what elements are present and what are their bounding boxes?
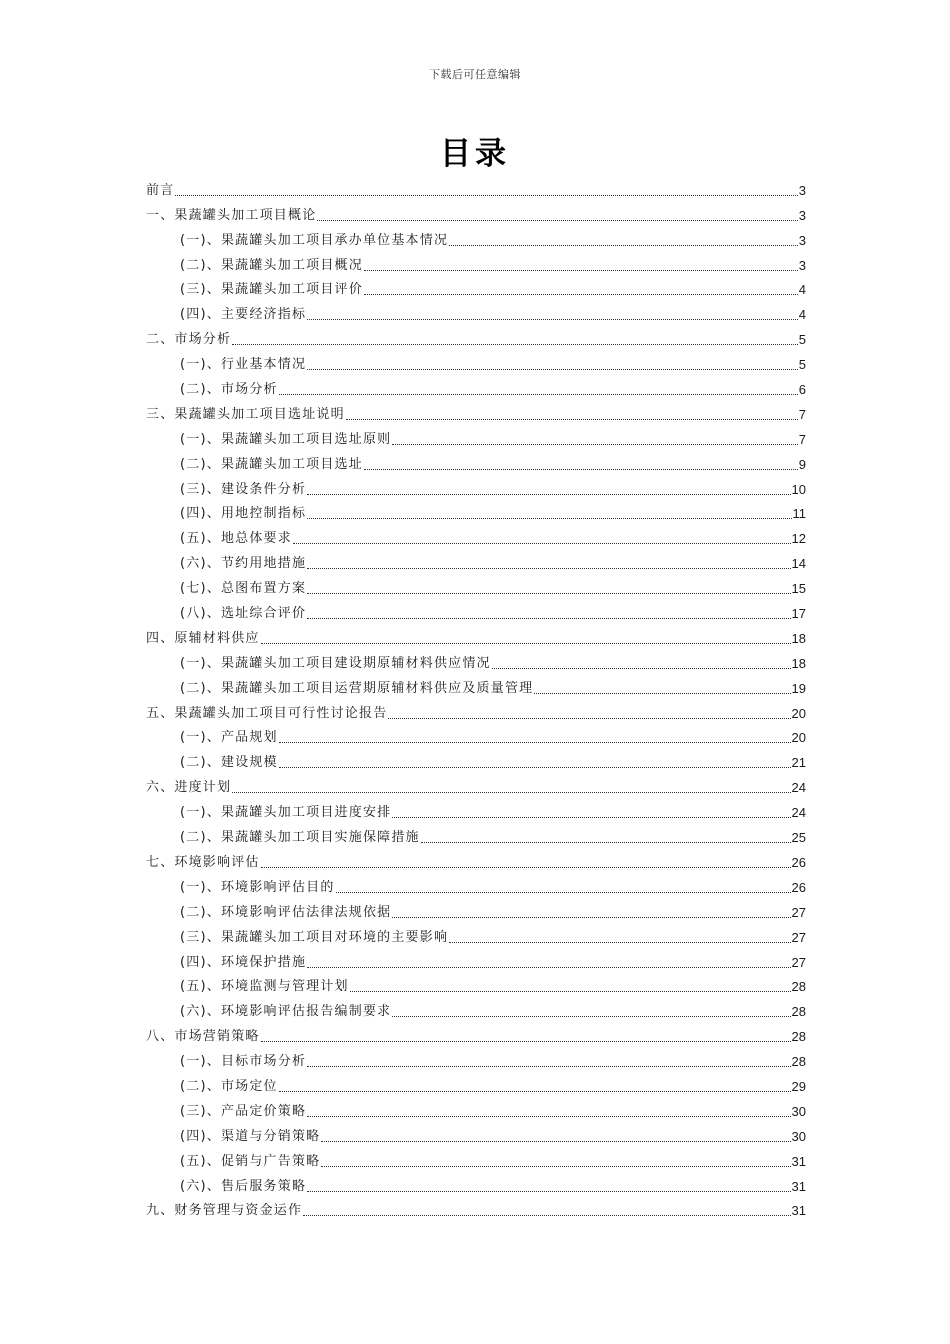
- toc-entry[interactable]: [146, 847, 806, 872]
- toc-entry-page: 4: [798, 282, 806, 298]
- toc-entry-label: (二)、果蔬罐头加工项目运营期原辅材料供应及质量管理: [180, 680, 534, 696]
- toc-entry[interactable]: [146, 972, 806, 997]
- toc-entry[interactable]: [146, 299, 806, 324]
- toc-entry-label: 九、财务管理与资金运作: [146, 1203, 303, 1219]
- toc-entry[interactable]: [146, 1021, 806, 1046]
- toc-entry[interactable]: [146, 598, 806, 623]
- toc-entry-label: 前言: [146, 182, 175, 198]
- toc-entry-page: 28: [791, 1054, 806, 1070]
- toc-entry-label: 七、环境影响评估: [146, 854, 260, 870]
- toc-entry[interactable]: [146, 1046, 806, 1071]
- toc-entry[interactable]: [146, 772, 806, 797]
- toc-entry-page: 31: [791, 1153, 806, 1169]
- toc-entry-label: (四)、环境保护措施: [180, 954, 307, 970]
- toc-dot-leader: [307, 568, 790, 569]
- toc-entry-label: (二)、市场定位: [180, 1078, 278, 1094]
- toc-dot-leader: [232, 344, 798, 345]
- toc-entry[interactable]: [146, 922, 806, 947]
- toc-entry-label: (一)、行业基本情况: [180, 357, 307, 373]
- toc-entry-label: (二)、市场分析: [180, 382, 278, 398]
- toc-entry-label: (五)、地总体要求: [180, 531, 292, 547]
- toc-dot-leader: [392, 917, 790, 918]
- toc-dot-leader: [388, 718, 790, 719]
- toc-entry-page: 9: [798, 456, 806, 472]
- toc-entry-page: 5: [798, 332, 806, 348]
- toc-entry-label: (三)、果蔬罐头加工项目对环境的主要影响: [180, 929, 449, 945]
- toc-entry-label: (一)、果蔬罐头加工项目承办单位基本情况: [180, 232, 449, 248]
- toc-entry-page: 28: [791, 1029, 806, 1045]
- toc-dot-leader: [279, 742, 791, 743]
- toc-entry-label: 五、果蔬罐头加工项目可行性讨论报告: [146, 705, 388, 721]
- toc-dot-leader: [307, 618, 790, 619]
- toc-entry-page: 31: [791, 1203, 806, 1219]
- toc-entry-label: (四)、主要经济指标: [180, 307, 307, 323]
- toc-dot-leader: [350, 991, 791, 992]
- toc-entry-label: (五)、促销与广告策略: [180, 1153, 321, 1169]
- header-note: 下载后可任意编辑: [429, 68, 521, 81]
- toc-entry-page: 26: [791, 854, 806, 870]
- toc-dot-leader: [317, 220, 797, 221]
- toc-entry-label: 二、市场分析: [146, 332, 232, 348]
- toc-entry[interactable]: [146, 250, 806, 275]
- toc-entry-label: (四)、用地控制指标: [180, 506, 307, 522]
- toc-dot-leader: [449, 942, 790, 943]
- toc-entry-page: 15: [791, 581, 806, 597]
- toc-entry-label: (八)、选址综合评价: [180, 606, 307, 622]
- toc-entry[interactable]: [146, 1196, 806, 1221]
- toc-entry-label: (二)、果蔬罐头加工项目选址: [180, 456, 363, 472]
- toc-dot-leader: [392, 1016, 790, 1017]
- toc-dot-leader: [321, 1166, 790, 1167]
- toc-entry-page: 29: [791, 1078, 806, 1094]
- toc-dot-leader: [261, 867, 791, 868]
- toc-dot-leader: [492, 668, 791, 669]
- toc-entry-label: (六)、环境影响评估报告编制要求: [180, 1004, 392, 1020]
- toc-entry[interactable]: [146, 747, 806, 772]
- toc-entry[interactable]: [146, 673, 806, 698]
- toc-dot-leader: [392, 444, 797, 445]
- toc-entry-page: 7: [798, 406, 806, 422]
- toc-dot-leader: [421, 842, 791, 843]
- toc-dot-leader: [279, 767, 791, 768]
- toc-entry-label: (三)、果蔬罐头加工项目评价: [180, 282, 363, 298]
- toc-entry-page: 30: [791, 1103, 806, 1119]
- toc-entry-label: (四)、渠道与分销策略: [180, 1128, 321, 1144]
- toc-dot-leader: [307, 369, 798, 370]
- toc-dot-leader: [534, 693, 790, 694]
- toc-entry[interactable]: [146, 349, 806, 374]
- toc-entry[interactable]: [146, 996, 806, 1021]
- toc-entry-page: 25: [791, 830, 806, 846]
- toc-dot-leader: [261, 643, 791, 644]
- toc-entry-page: 28: [791, 979, 806, 995]
- toc-entry[interactable]: [146, 175, 806, 200]
- toc-entry-page: 11: [792, 506, 806, 522]
- toc-dot-leader: [321, 1141, 790, 1142]
- toc-entry[interactable]: [146, 623, 806, 648]
- toc-entry-page: 18: [791, 630, 806, 646]
- toc-entry-page: 28: [791, 1004, 806, 1020]
- page-title: 目录: [440, 136, 510, 172]
- toc-dot-leader: [293, 543, 791, 544]
- toc-dot-leader: [364, 294, 798, 295]
- toc-entry[interactable]: [146, 499, 806, 524]
- toc-entry-label: (五)、环境监测与管理计划: [180, 979, 349, 995]
- toc-entry-page: 19: [791, 680, 806, 696]
- toc-entry[interactable]: [146, 872, 806, 897]
- toc-entry-page: 7: [798, 431, 806, 447]
- toc-entry-page: 21: [791, 755, 806, 771]
- toc-entry-label: (一)、目标市场分析: [180, 1054, 307, 1070]
- toc-entry-page: 24: [791, 780, 806, 796]
- toc-dot-leader: [232, 792, 790, 793]
- toc-dot-leader: [175, 195, 797, 196]
- toc-entry-label: (二)、果蔬罐头加工项目概况: [180, 257, 363, 273]
- toc-entry-page: 6: [798, 382, 806, 398]
- toc-dot-leader: [307, 1066, 790, 1067]
- toc-entry-label: (一)、产品规划: [180, 730, 278, 746]
- toc-entry-page: 3: [798, 232, 806, 248]
- toc-entry-page: 10: [791, 481, 806, 497]
- toc-entry-label: (七)、总图布置方案: [180, 581, 307, 597]
- toc-entry[interactable]: [146, 374, 806, 399]
- toc-entry[interactable]: [146, 449, 806, 474]
- toc-entry-label: (二)、果蔬罐头加工项目实施保障措施: [180, 830, 420, 846]
- toc-dot-leader: [307, 593, 790, 594]
- toc-entry[interactable]: [146, 523, 806, 548]
- toc-entry-page: 5: [798, 357, 806, 373]
- toc-entry[interactable]: [146, 200, 806, 225]
- table-of-contents: [146, 175, 806, 1220]
- toc-entry[interactable]: [146, 1071, 806, 1096]
- toc-entry[interactable]: [146, 1171, 806, 1196]
- toc-entry-label: 八、市场营销策略: [146, 1029, 260, 1045]
- toc-dot-leader: [449, 245, 798, 246]
- toc-entry-label: (二)、建设规模: [180, 755, 278, 771]
- toc-entry[interactable]: [146, 947, 806, 972]
- toc-entry[interactable]: [146, 1096, 806, 1121]
- toc-entry-label: 三、果蔬罐头加工项目选址说明: [146, 406, 345, 422]
- toc-entry-label: (三)、建设条件分析: [180, 481, 307, 497]
- toc-entry-page: 3: [798, 182, 806, 198]
- toc-entry[interactable]: [146, 698, 806, 723]
- toc-dot-leader: [307, 494, 790, 495]
- toc-entry[interactable]: [146, 1146, 806, 1171]
- toc-entry[interactable]: [146, 573, 806, 598]
- toc-entry-page: 3: [798, 207, 806, 223]
- toc-dot-leader: [307, 319, 798, 320]
- toc-entry-label: (二)、环境影响评估法律法规依据: [180, 904, 392, 920]
- toc-entry[interactable]: [146, 797, 806, 822]
- toc-entry-page: 3: [798, 257, 806, 273]
- toc-entry-label: 四、原辅材料供应: [146, 630, 260, 646]
- toc-dot-leader: [261, 1041, 791, 1042]
- toc-entry[interactable]: [146, 225, 806, 250]
- toc-entry[interactable]: [146, 324, 806, 349]
- toc-entry-label: (一)、果蔬罐头加工项目选址原则: [180, 431, 392, 447]
- toc-entry-page: 4: [798, 307, 806, 323]
- toc-entry-page: 27: [791, 929, 806, 945]
- toc-entry-page: 30: [791, 1128, 806, 1144]
- toc-dot-leader: [307, 1191, 790, 1192]
- toc-dot-leader: [364, 270, 798, 271]
- toc-entry-page: 20: [791, 705, 806, 721]
- toc-dot-leader: [336, 892, 791, 893]
- toc-dot-leader: [303, 1215, 790, 1216]
- toc-entry-page: 27: [791, 954, 806, 970]
- toc-dot-leader: [307, 518, 791, 519]
- toc-dot-leader: [307, 967, 790, 968]
- toc-entry-label: 六、进度计划: [146, 780, 232, 796]
- toc-entry-page: 31: [791, 1178, 806, 1194]
- toc-dot-leader: [279, 394, 798, 395]
- toc-entry-page: 12: [791, 531, 806, 547]
- toc-entry-page: 24: [791, 805, 806, 821]
- toc-dot-leader: [279, 1091, 791, 1092]
- toc-entry-label: (一)、果蔬罐头加工项目建设期原辅材料供应情况: [180, 655, 491, 671]
- toc-entry-page: 20: [791, 730, 806, 746]
- toc-entry-page: 17: [791, 606, 806, 622]
- toc-entry[interactable]: [146, 424, 806, 449]
- toc-entry[interactable]: [146, 822, 806, 847]
- toc-entry-label: (六)、售后服务策略: [180, 1178, 307, 1194]
- toc-dot-leader: [364, 469, 798, 470]
- toc-entry-label: (六)、节约用地措施: [180, 556, 307, 572]
- toc-dot-leader: [346, 419, 798, 420]
- toc-entry[interactable]: [146, 275, 806, 300]
- toc-entry[interactable]: [146, 1121, 806, 1146]
- toc-entry-page: 18: [791, 655, 806, 671]
- toc-entry[interactable]: [146, 897, 806, 922]
- toc-entry-page: 26: [791, 879, 806, 895]
- toc-entry-label: (三)、产品定价策略: [180, 1103, 307, 1119]
- toc-entry-page: 14: [791, 556, 806, 572]
- toc-entry[interactable]: [146, 723, 806, 748]
- toc-entry[interactable]: [146, 648, 806, 673]
- toc-entry-page: 27: [791, 904, 806, 920]
- toc-dot-leader: [307, 1116, 790, 1117]
- toc-entry-label: (一)、环境影响评估目的: [180, 879, 335, 895]
- toc-entry[interactable]: [146, 399, 806, 424]
- toc-entry[interactable]: [146, 474, 806, 499]
- toc-entry-label: 一、果蔬罐头加工项目概论: [146, 207, 317, 223]
- toc-dot-leader: [392, 817, 790, 818]
- toc-entry-label: (一)、果蔬罐头加工项目进度安排: [180, 805, 392, 821]
- toc-entry[interactable]: [146, 548, 806, 573]
